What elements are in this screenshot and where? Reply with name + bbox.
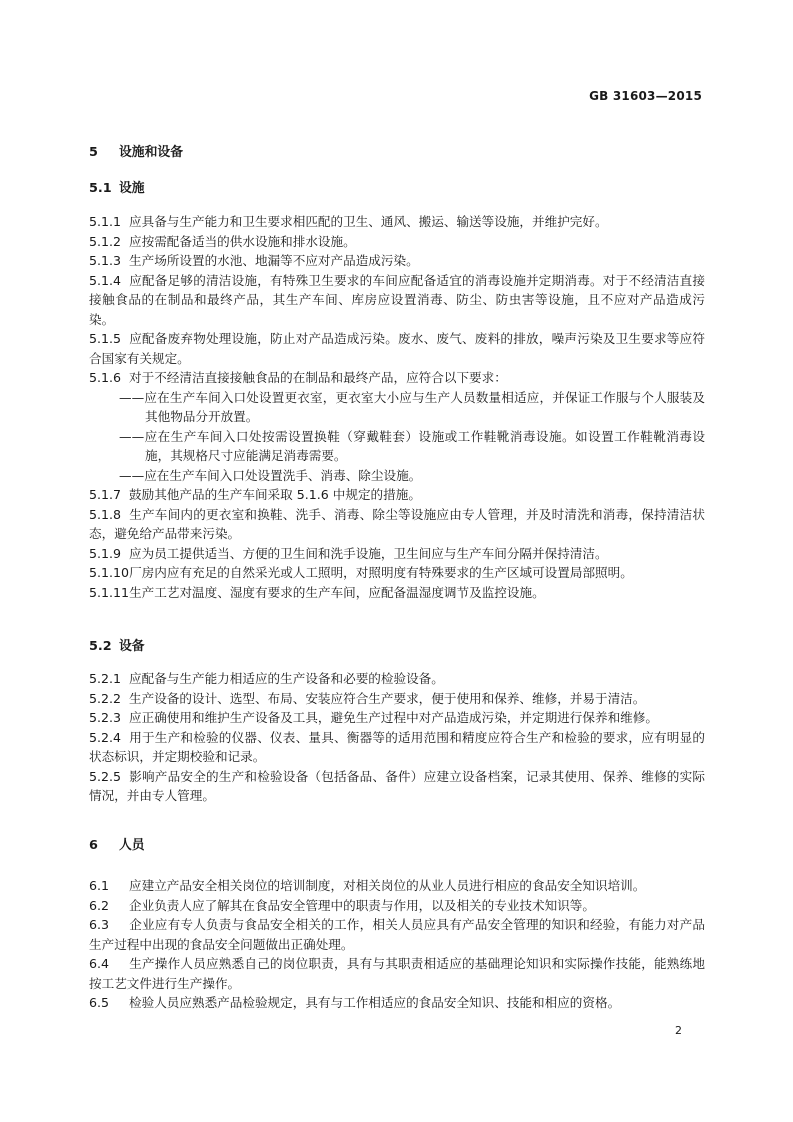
clause-5-1-4: 5.1.4 应配备足够的清洁设施，有特殊卫生要求的车间应配备适宜的消毒设施并定期消毒。对于不经清洁直接接触食品的在制品和最终产品，其生产车间、库房应设置消毒、防尘、防虫害等设施，且不应对产品造成污染。 [89,272,705,327]
clause-6-1: 6.1 应建立产品安全相关岗位的培训制度，对相关岗位的从业人员进行相应的食品安全知识培训。 [89,878,646,893]
clause-list-6 [89,876,705,1013]
clause-5-1-8: 5.1.8 生产车间内的更衣室和换鞋、洗手、消毒、除尘等设施应由专人管理，并及时清洗和消毒，保持清洁状态，避免给产品带来污染。 [89,506,705,541]
clause-list-5-2 [89,669,705,806]
clause-5-2-5: 5.2.5 影响产品安全的生产和检验设备（包括备品、备件）应建立设备档案，记录其使用、保养、维修的实际情况，并由专人管理。 [89,768,705,803]
clause-5-1-2: 5.1.2 应按需配备适当的供水设施和排水设施。 [89,233,356,249]
section-heading-5-1: 5.1 设施 [89,181,145,196]
clause-6-3: 6.3 企业应有专人负责与食品安全相关的工作，相关人员应具有产品安全管理的知识和经验，有能力对产品生产过程中出现的食品安全问题做出正确处理。 [89,917,705,952]
clause-5-1-6: 5.1.6 对于不经清洁直接接触食品的在制品和最终产品，应符合以下要求： [89,370,507,385]
dash-item-1: ——应在生产车间入口处设置更衣室，更衣室大小应与生产人员数量相适应，并保证工作服与个人服装及其他物品分开放置。 [119,389,705,424]
section-heading-6: 6 人员 [89,838,145,853]
clause-5-1-1: 5.1.1 应具备与生产能力和卫生要求相匹配的卫生、通风、搬运、输送等设施，并维护完好。 [89,214,608,229]
clause-5-1-3: 5.1.3 生产场所设置的水池、地漏等不应对产品造成污染。 [89,253,419,268]
clause-6-2: 6.2 企业负责人应了解其在食品安全管理中的职责与作用，以及相关的专业技术知识等。 [89,897,595,913]
section-heading-5: 5 设施和设备 [89,145,183,160]
clause-5-1-11: 5.1.11生产工艺对温度、湿度有要求的生产车间，应配备温湿度调节及监控设施。 [89,584,545,600]
dash-item-3: ——应在生产车间入口处设置洗手、消毒、除尘设施。 [119,467,422,483]
clause-5-2-4: 5.2.4 用于生产和检验的仪器、仪表、量具、衡器等的适用范围和精度应符合生产和检验的要求，应有明显的状态标识，并定期校验和记录。 [89,729,705,764]
clause-5-1-10: 5.1.10厂房内应有充足的自然采光或人工照明，对照明度有特殊要求的生产区域可设置局部照明。 [89,565,633,580]
clause-6-4: 6.4 生产操作人员应熟悉自己的岗位职责，具有与其职责相适应的基础理论知识和实际操作技能，能熟练地按工艺文件进行生产操作。 [89,956,705,991]
clause-list-5-1-a [89,212,705,602]
clause-5-1-7: 5.1.7 鼓励其他产品的生产车间采取 5.1.6 中规定的措施。 [89,487,421,502]
section-heading-5-2: 5.2 设备 [89,639,145,654]
clause-5-1-5: 5.1.5 应配备废弃物处理设施，防止对产品造成污染。废水、废气、废料的排放，噪声污染及卫生要求等应符合国家有关规定。 [89,331,705,366]
document-code: GB 31603—2015 [589,89,702,103]
clause-5-2-3: 5.2.3 应正确使用和维护生产设备及工具，避免生产过程中对产品造成污染，并定期进行保养和维修。 [89,710,658,725]
clause-5-2-2: 5.2.2 生产设备的设计、选型、布局、安装应符合生产要求，便于使用和保养、维修，并易于清洁。 [89,690,646,706]
dash-item-2: ——应在生产车间入口处按需设置换鞋（穿戴鞋套）设施或工作鞋靴消毒设施。如设置工作鞋靴消毒设施，其规格尺寸应能满足消毒需要。 [119,428,705,463]
page-number: 2 [675,1024,682,1037]
clause-5-1-9: 5.1.9 应为员工提供适当、方便的卫生间和洗手设施，卫生间应与生产车间分隔并保持清洁。 [89,545,608,561]
clause-6-5: 6.5 检验人员应熟悉产品检验规定，具有与工作相适应的食品安全知识、技能和相应的资格。 [89,995,621,1010]
clause-5-2-1: 5.2.1 应配备与生产能力相适应的生产设备和必要的检验设备。 [89,671,444,686]
